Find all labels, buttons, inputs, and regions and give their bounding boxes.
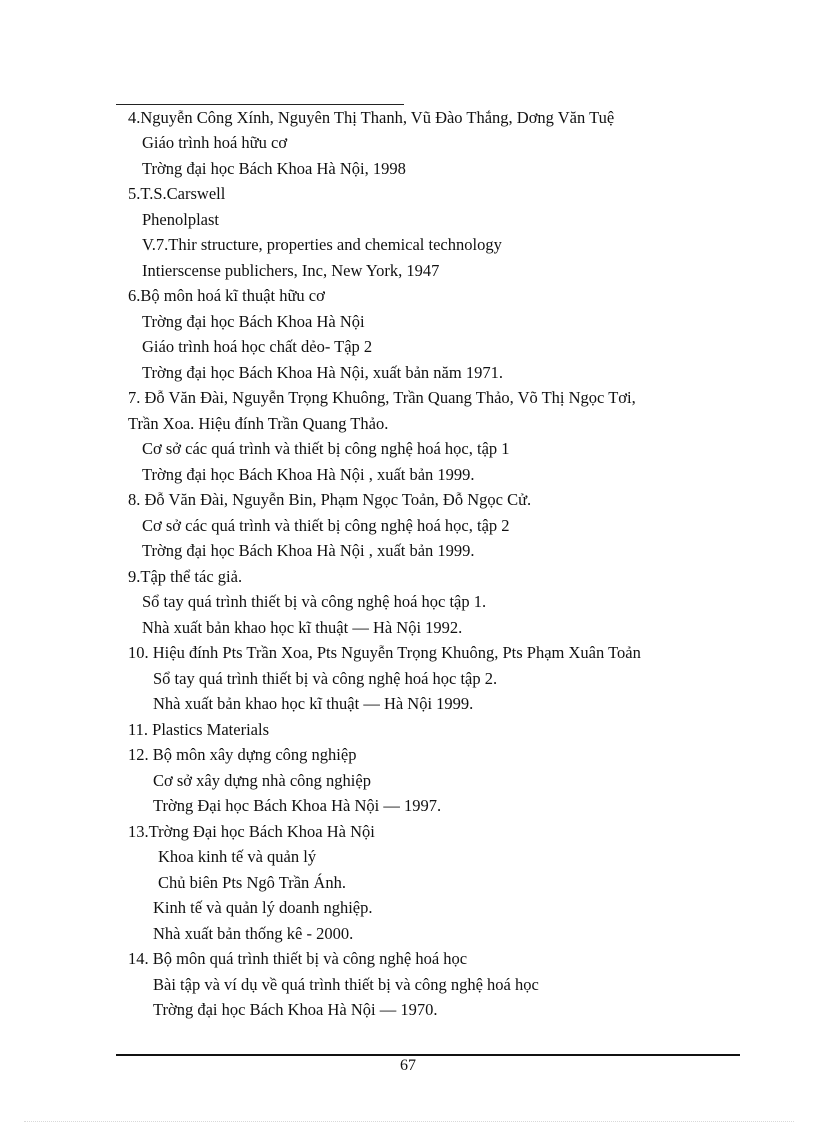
reference-line: Trờng đại học Bách Khoa Hà Nội, 1998: [142, 159, 406, 178]
reference-line: Sổ tay quá trình thiết bị và công nghệ hoá học tập 1.: [142, 592, 487, 611]
reference-line: Giáo trình hoá hữu cơ: [142, 133, 288, 152]
reference-line: 4.Nguyễn Công Xính, Nguyên Thị Thanh, Vũ Đào Thắng, Dơng Văn Tuệ: [128, 108, 615, 127]
reference-line: Trờng Đại học Bách Khoa Hà Nội — 1997.: [153, 796, 442, 815]
reference-line: 13.Trờng Đại học Bách Khoa Hà Nội: [128, 822, 375, 841]
reference-line: 12. Bộ môn xây dựng công nghiệp: [128, 745, 357, 764]
reference-line: Cơ sở các quá trình và thiết bị công nghệ hoá học, tập 2: [142, 516, 510, 535]
reference-line: Cơ sở các quá trình và thiết bị công nghệ hoá học, tập 1: [142, 439, 510, 458]
page-edge-dotted-line: [24, 1121, 794, 1122]
reference-line: Nhà xuất bản khao học kĩ thuật — Hà Nội 1999.: [153, 694, 474, 713]
top-divider: [116, 104, 404, 105]
reference-line: 6.Bộ môn hoá kĩ thuật hữu cơ: [128, 286, 325, 305]
reference-line: Kinh tế và quản lý doanh nghiệp.: [153, 898, 373, 917]
page-number: 67: [400, 1057, 416, 1074]
reference-line: Trờng đại học Bách Khoa Hà Nội , xuất bản 1999.: [142, 465, 475, 484]
reference-line: 10. Hiệu đính Pts Trần Xoa, Pts Nguyễn Trọng Khuông, Pts Phạm Xuân Toản: [128, 643, 641, 662]
reference-line: 14. Bộ môn quá trình thiết bị và công nghệ hoá học: [128, 949, 468, 968]
reference-line: Intierscense publichers, Inc, New York, 1947: [142, 261, 440, 280]
reference-line: Bài tập và ví dụ về quá trình thiết bị và công nghệ hoá học: [153, 975, 539, 994]
reference-line: Cơ sở xây dựng nhà công nghiệp: [153, 771, 371, 790]
reference-line: Nhà xuất bản khao học kĩ thuật — Hà Nội 1992.: [142, 618, 463, 637]
reference-line: Trờng đại học Bách Khoa Hà Nội — 1970.: [153, 1000, 438, 1019]
reference-line: Sổ tay quá trình thiết bị và công nghệ hoá học tập 2.: [153, 669, 498, 688]
reference-line: Trần Xoa. Hiệu đính Trần Quang Thảo.: [128, 414, 389, 433]
reference-line: Nhà xuất bản thống kê - 2000.: [153, 924, 354, 943]
reference-line: V.7.Thir structure, properties and chemical technology: [142, 235, 502, 254]
reference-line: 11. Plastics Materials: [128, 720, 269, 739]
reference-line: Trờng đại học Bách Khoa Hà Nội , xuất bản 1999.: [142, 541, 475, 560]
reference-line: Trờng đại học Bách Khoa Hà Nội, xuất bản năm 1971.: [142, 363, 503, 382]
reference-line: Phenolplast: [142, 210, 219, 229]
reference-line: Trờng đại học Bách Khoa Hà Nội: [142, 312, 365, 331]
reference-line: Khoa kinh tế và quản lý: [158, 847, 317, 866]
reference-line: 7. Đỗ Văn Đài, Nguyễn Trọng Khuông, Trần Quang Thảo, Võ Thị Ngọc Tơi,: [128, 388, 636, 407]
reference-line: 9.Tập thể tác giả.: [128, 567, 243, 586]
reference-line: Chủ biên Pts Ngô Trần Ánh.: [158, 873, 346, 892]
reference-line: 8. Đỗ Văn Đài, Nguyễn Bin, Phạm Ngọc Toản, Đỗ Ngọc Cử.: [128, 490, 532, 509]
reference-line: 5.T.S.Carswell: [128, 184, 226, 203]
reference-line: Giáo trình hoá học chất dẻo- Tập 2: [142, 337, 373, 356]
